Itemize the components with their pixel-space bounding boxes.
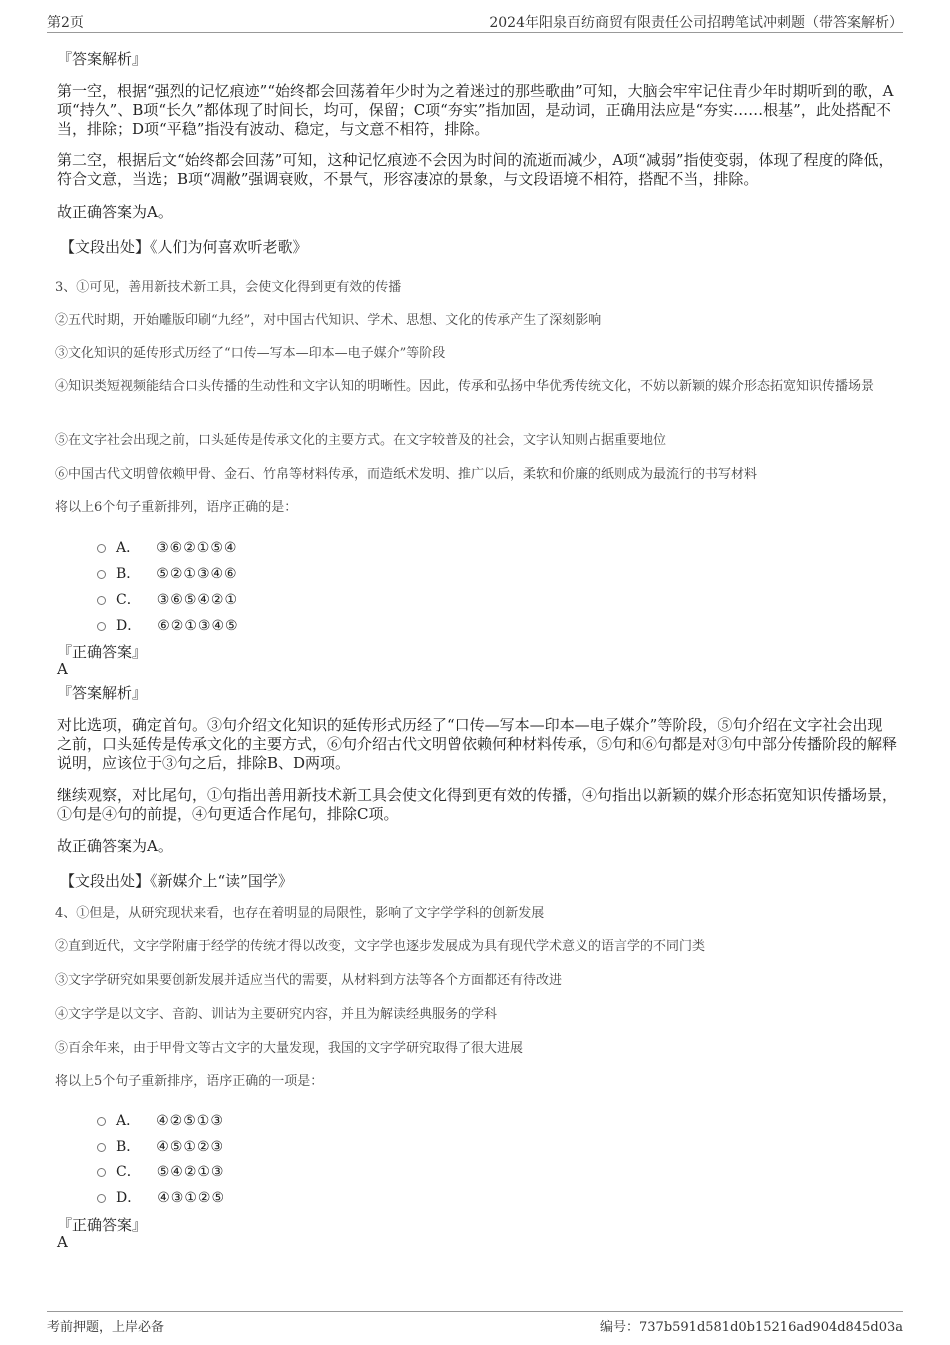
- page-header: [47, 12, 903, 33]
- q3-analysis-p2: 继续观察，对比尾句，①句指出善用新技术新工具会使文化得到更有效的传播，④句指出以新颖的媒介形态拓宽知识传播场景，①句是④句的前提，④句更适合作尾句，排除C项。: [57, 786, 898, 823]
- document-id: 编号：737b591d581d0b15216ad904d845d03a: [600, 1320, 903, 1335]
- q4-answer-label: 『正确答案』: [57, 1216, 148, 1234]
- q3-analysis-p1: 对比选项，确定首句。③句介绍文化知识的延传形式历经了“口传—写本—印本—电子媒介”等阶段，⑤句介绍在文字社会出现之前，口头延传是传承文化的主要方式，⑥句介绍古代文明曾依赖何种材料传承，⑤句和⑥句都是对③句中部分传播阶段的解释说明，应该位于③句之后，排除B、D两项。: [57, 716, 898, 772]
- q4-sentence-4: ④文字学是以文字、音韵、训诂为主要研究内容，并且为解读经典服务的学科: [55, 1007, 498, 1022]
- q2-analysis-p2: 第二空，根据后文“始终都会回荡”可知，这种记忆痕迹不会因为时间的流逝而减少，A项“减弱”指使变弱，体现了程度的降低，符合文意，当选；B项“凋敝”强调衰败，不景气，形容凄凉的景象，与文段语境不相符，搭配不当，排除。: [57, 151, 894, 188]
- footer-slogan: 考前押题，上岸必备: [47, 1320, 165, 1335]
- q4-option-c[interactable]: C． ⑤④②①③: [97, 1161, 224, 1181]
- q3-sentence-6: ⑥中国古代文明曾依赖甲骨、金石、竹帛等材料传承，而造纸术发明、推广以后，柔软和价廉的纸则成为最流行的书写材料: [55, 467, 758, 482]
- q4-prompt: 将以上5个句子重新排序，语序正确的一项是：: [55, 1074, 324, 1089]
- radio-icon[interactable]: [97, 1117, 106, 1126]
- q2-analysis-label: 『答案解析』: [57, 50, 148, 68]
- radio-icon[interactable]: [97, 596, 106, 605]
- q3-analysis-conclusion: 故正确答案为A。: [57, 837, 173, 855]
- q3-sentence-4: ④知识类短视频能结合口头传播的生动性和文字认知的明晰性。因此，传承和弘扬中华优秀传统文化，不妨以新颖的媒介形态拓宽知识传播场景: [55, 379, 875, 394]
- q3-sentence-3: ③文化知识的延传形式历经了“口传—写本—印本—电子媒介”等阶段: [55, 346, 446, 361]
- q3-option-d[interactable]: D． ⑥②①③④⑤: [97, 615, 239, 635]
- q2-analysis-conclusion: 故正确答案为A。: [57, 203, 173, 221]
- q4-option-b[interactable]: B． ④⑤①②③: [97, 1136, 224, 1156]
- q2-source: 【文段出处】《人们为何喜欢听老歌》: [60, 238, 308, 256]
- q3-option-b[interactable]: B． ⑤②①③④⑥: [97, 563, 238, 583]
- q3-option-c[interactable]: C． ③⑥⑤④②①: [97, 589, 238, 609]
- q4-sentence-3: ③文字学研究如果要创新发展并适应当代的需要，从材料到方法等各个方面都还有待改进: [55, 973, 563, 988]
- radio-icon[interactable]: [97, 544, 106, 553]
- radio-icon[interactable]: [97, 1168, 106, 1177]
- document-title: 2024年阳泉百纺商贸有限责任公司招聘笔试冲刺题（带答案解析）: [489, 15, 903, 31]
- q3-source: 【文段出处】《新媒介上“读”国学》: [60, 872, 293, 890]
- radio-icon[interactable]: [97, 1194, 106, 1203]
- q4-sentence-2: ②直到近代，文字学附庸于经学的传统才得以改变，文字学也逐步发展成为具有现代学术意义的语言学的不同门类: [55, 939, 706, 954]
- q4-option-a[interactable]: A． ④②⑤①③: [97, 1110, 224, 1130]
- q3-answer-label: 『正确答案』: [57, 643, 148, 661]
- page-footer: [47, 1311, 903, 1335]
- radio-icon[interactable]: [97, 622, 106, 631]
- q2-analysis-p1: 第一空，根据“强烈的记忆痕迹”“始终都会回荡着年少时为之着迷过的那些歌曲”可知，大脑会牢牢记住青少年时期听到的歌，A项“持久”、B项“长久”都体现了时间长，均可，保留；C项“夯实”指加固，是动词，正确用法应是“夯实……根基”，此处搭配不当，排除；D项“平稳”指没有波动、稳定，与文意不相符，排除。: [57, 82, 894, 138]
- radio-icon[interactable]: [97, 570, 106, 579]
- q3-prompt: 将以上6个句子重新排列，语序正确的是：: [55, 500, 298, 515]
- q3-option-a[interactable]: A． ③⑥②①⑤④: [97, 537, 237, 557]
- q3-sentence-5: ⑤在文字社会出现之前，口头延传是传承文化的主要方式。在文字较普及的社会，文字认知则占据重要地位: [55, 433, 667, 448]
- q3-answer: A: [57, 660, 68, 678]
- q3-sentence-2: ②五代时期，开始雕版印刷“九经”，对中国古代知识、学术、思想、文化的传承产生了深刻影响: [55, 313, 602, 328]
- q4-answer: A: [57, 1233, 68, 1251]
- q3-analysis-label: 『答案解析』: [57, 684, 148, 702]
- q4-sentence-5: ⑤百余年来，由于甲骨文等古文字的大量发现，我国的文字学研究取得了很大进展: [55, 1041, 524, 1056]
- radio-icon[interactable]: [97, 1143, 106, 1152]
- page-number: 第2页: [47, 15, 84, 31]
- q4-sentence-1: 4、①但是，从研究现状来看，也存在着明显的局限性，影响了文字学学科的创新发展: [55, 906, 545, 921]
- q3-sentence-1: 3、①可见，善用新技术新工具，会使文化得到更有效的传播: [55, 280, 402, 295]
- q4-option-d[interactable]: D． ④③①②⑤: [97, 1187, 225, 1207]
